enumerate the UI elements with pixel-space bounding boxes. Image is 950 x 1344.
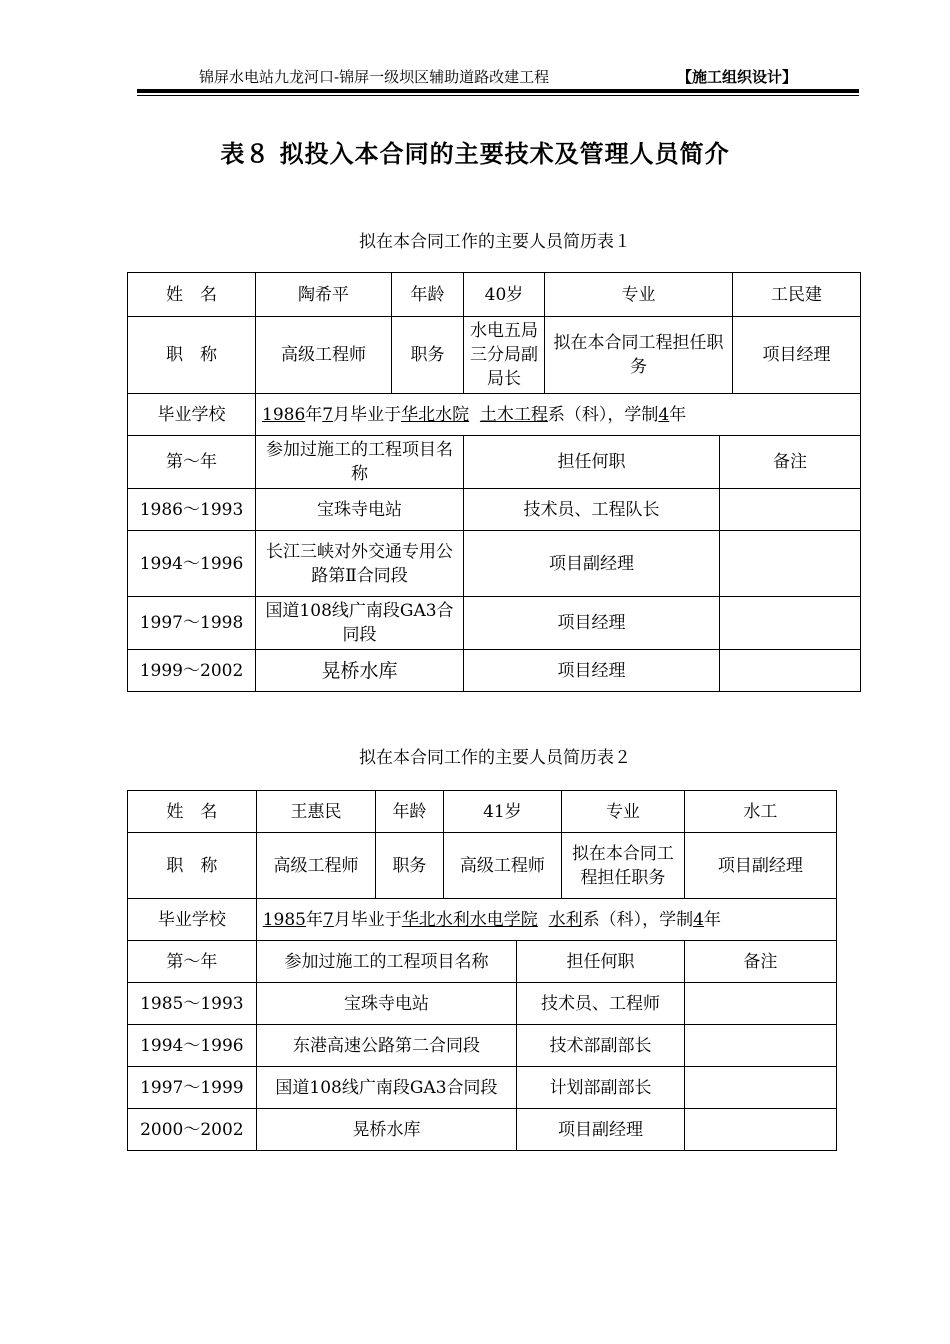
- col-header-year: 第～年: [128, 436, 256, 489]
- exp-remark: [684, 1025, 836, 1067]
- label-title: 职 称: [128, 317, 256, 394]
- edu-dept: 水利: [548, 909, 583, 930]
- value-major: 工民建: [733, 273, 861, 317]
- table-row: [128, 1025, 837, 1067]
- value-assigned: 项目经理: [733, 317, 861, 394]
- label-school: 毕业学校: [128, 899, 257, 941]
- label-duty: 职务: [392, 317, 464, 394]
- exp-period: 1999～2002: [128, 650, 256, 692]
- label-name: 姓 名: [128, 273, 256, 317]
- exp-period: 1997～1999: [128, 1067, 257, 1109]
- header-rule-thin: [137, 95, 859, 96]
- exp-role: 技术员、工程队长: [464, 489, 720, 531]
- resume-table-2: [127, 790, 837, 1151]
- edu-dept-suffix: 系（科），学制: [582, 909, 694, 930]
- edu-month: 7: [322, 404, 334, 425]
- exp-project: 国道108线广南段GA3合同段: [256, 597, 464, 650]
- edu-year: 1986: [262, 404, 306, 425]
- value-assigned: 项目副经理: [684, 833, 836, 899]
- label-title: 职 称: [128, 833, 257, 899]
- page-title: 表８ 拟投入本合同的主要技术及管理人员简介: [220, 139, 730, 168]
- edu-year-suffix: 年: [305, 404, 323, 425]
- exp-remark: [720, 597, 861, 650]
- exp-period: 1997～1998: [128, 597, 256, 650]
- exp-project: 国道108线广南段GA3合同段: [256, 1067, 516, 1109]
- resume-table-1: [127, 272, 861, 692]
- exp-project: 长江三峡对外交通专用公路第Ⅱ合同段: [256, 531, 464, 597]
- header-tag: 【施工组织设计】: [676, 68, 797, 86]
- exp-project: 晃桥水库: [256, 1109, 516, 1151]
- value-age: 40岁: [464, 273, 545, 317]
- col-header-role: 担任何职: [517, 941, 685, 983]
- table-row: [128, 983, 837, 1025]
- value-duty: 水电五局三分局副局长: [464, 317, 545, 394]
- table-row: [128, 1109, 837, 1151]
- exp-period: 1994～1996: [128, 1025, 257, 1067]
- exp-project: 晃桥水库: [256, 650, 464, 692]
- edu-dept: 土木工程: [479, 404, 548, 425]
- exp-project: 东港高速公路第二合同段: [256, 1025, 516, 1067]
- col-header-remark: 备注: [684, 941, 836, 983]
- label-duty: 职务: [376, 833, 443, 899]
- label-assigned: 拟在本合同工程担任职务: [545, 317, 733, 394]
- edu-length: 4: [693, 909, 704, 930]
- exp-role: 项目经理: [464, 597, 720, 650]
- label-assigned: 拟在本合同工程担任职务: [562, 833, 685, 899]
- value-name: 王惠民: [256, 791, 376, 833]
- edu-year-suffix: 年: [305, 909, 323, 930]
- col-header-year: 第～年: [128, 941, 257, 983]
- education-line: [256, 899, 836, 941]
- col-header-role: 担任何职: [464, 436, 720, 489]
- value-age: 41岁: [443, 791, 562, 833]
- header-rule: [137, 89, 859, 93]
- label-school: 毕业学校: [128, 394, 256, 436]
- table-row: [128, 650, 861, 692]
- resume-caption-1: 拟在本合同工作的主要人员简历表１: [359, 232, 631, 252]
- exp-project: 宝珠寺电站: [256, 489, 464, 531]
- exp-remark: [720, 531, 861, 597]
- exp-period: 1986～1993: [128, 489, 256, 531]
- edu-length: 4: [658, 404, 670, 425]
- education-line: [256, 394, 861, 436]
- edu-year: 1985: [262, 909, 306, 930]
- col-header-project: 参加过施工的工程项目名称: [256, 436, 464, 489]
- exp-role: 技术员、工程师: [517, 983, 685, 1025]
- edu-month-suffix: 月毕业于: [333, 404, 402, 425]
- exp-remark: [720, 489, 861, 531]
- exp-remark: [720, 650, 861, 692]
- edu-month: 7: [322, 909, 334, 930]
- exp-remark: [684, 983, 836, 1025]
- value-major: 水工: [684, 791, 836, 833]
- exp-role: 项目副经理: [517, 1109, 685, 1151]
- edu-school: 华北水院: [401, 404, 470, 425]
- exp-role: 计划部副部长: [517, 1067, 685, 1109]
- table-row: [128, 1067, 837, 1109]
- label-major: 专业: [545, 273, 733, 317]
- label-major: 专业: [562, 791, 685, 833]
- exp-period: 1994～1996: [128, 531, 256, 597]
- edu-dept-suffix: 系（科），学制: [547, 404, 659, 425]
- label-name: 姓 名: [128, 791, 257, 833]
- header-project: 锦屏水电站九龙河口-锦屏一级坝区辅助道路改建工程: [199, 68, 550, 86]
- exp-remark: [684, 1109, 836, 1151]
- page-header: [137, 64, 859, 88]
- table-row: [128, 489, 861, 531]
- col-header-project: 参加过施工的工程项目名称: [256, 941, 516, 983]
- value-name: 陶希平: [256, 273, 392, 317]
- edu-month-suffix: 月毕业于: [333, 909, 402, 930]
- resume-caption-2: 拟在本合同工作的主要人员简历表２: [359, 748, 631, 768]
- exp-role: 技术部副部长: [517, 1025, 685, 1067]
- value-title: 高级工程师: [256, 317, 392, 394]
- value-duty: 高级工程师: [443, 833, 562, 899]
- label-age: 年龄: [392, 273, 464, 317]
- label-age: 年龄: [376, 791, 443, 833]
- col-header-remark: 备注: [720, 436, 861, 489]
- exp-role: 项目副经理: [464, 531, 720, 597]
- table-row: [128, 531, 861, 597]
- exp-role: 项目经理: [464, 650, 720, 692]
- exp-project: 宝珠寺电站: [256, 983, 516, 1025]
- exp-remark: [684, 1067, 836, 1109]
- exp-period: 2000～2002: [128, 1109, 257, 1151]
- edu-length-suffix: 年: [669, 404, 687, 425]
- edu-length-suffix: 年: [703, 909, 721, 930]
- edu-school: 华北水利水电学院: [401, 909, 538, 930]
- exp-period: 1985～1993: [128, 983, 257, 1025]
- value-title: 高级工程师: [256, 833, 376, 899]
- table-row: [128, 597, 861, 650]
